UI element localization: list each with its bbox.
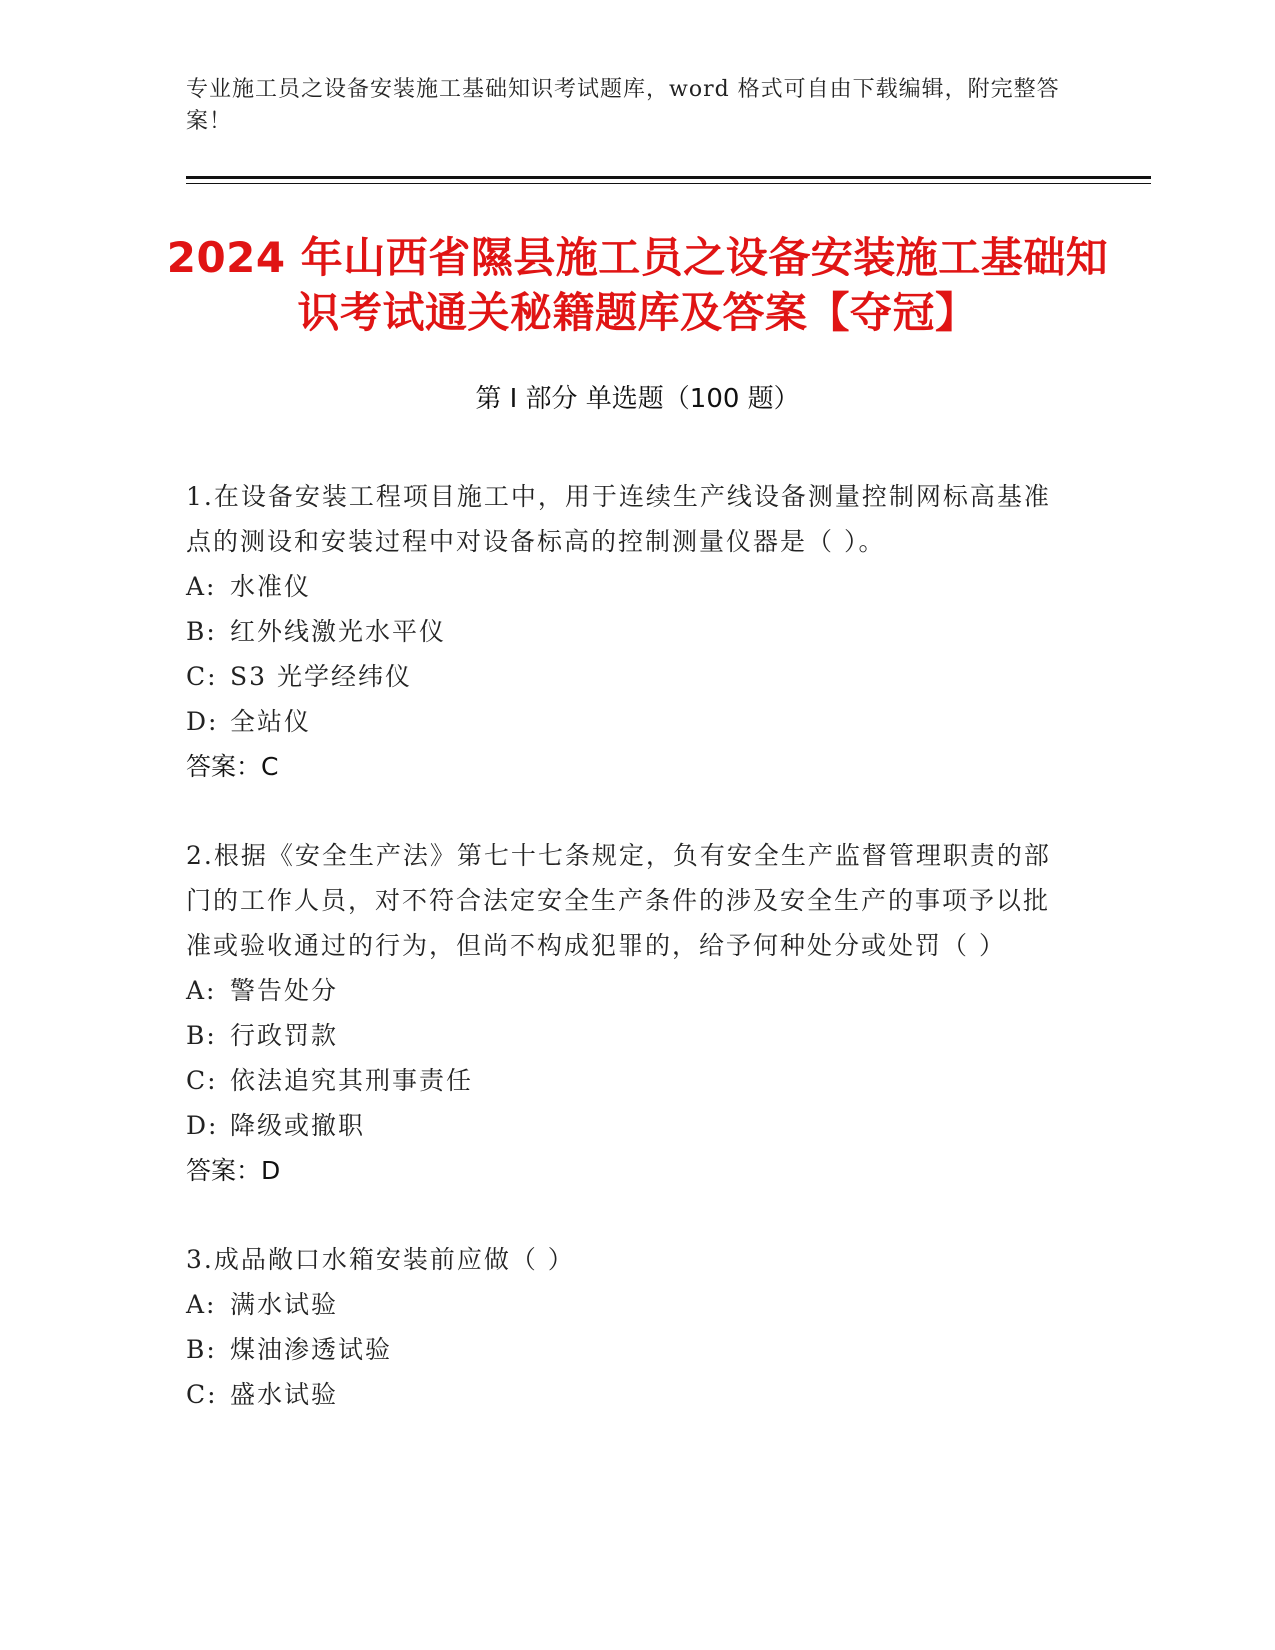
option-text: 警告处分 bbox=[230, 976, 339, 1005]
option-text: 降级或撤职 bbox=[230, 1111, 366, 1140]
option-text: 依法追究其刑事责任 bbox=[230, 1066, 474, 1095]
question-list bbox=[186, 474, 1066, 1461]
option-key: C: bbox=[186, 662, 218, 691]
question-stem: 1.在设备安装工程项目施工中，用于连续生产线设备测量控制网标高基准点的测设和安装过程中对设备标高的控制测量仪器是（ ）。 bbox=[186, 482, 1051, 556]
option-c bbox=[186, 654, 1066, 699]
option-d bbox=[186, 1103, 1066, 1148]
option-key: B: bbox=[186, 1335, 217, 1364]
option-key: A: bbox=[186, 1290, 217, 1319]
document-title: 2024 年山西省隰县施工员之设备安装施工基础知识考试通关秘籍题库及答案【夺冠】 bbox=[166, 233, 1109, 337]
option-key: D: bbox=[186, 1111, 219, 1140]
option-key: B: bbox=[186, 617, 217, 646]
section-title: 第 I 部分 单选题（100 题） bbox=[475, 384, 800, 414]
option-text: 红外线激光水平仪 bbox=[230, 617, 447, 646]
option-text: 满水试验 bbox=[230, 1290, 339, 1319]
option-text: 水准仪 bbox=[230, 572, 312, 601]
header-rule-thick bbox=[186, 176, 1151, 179]
option-text: S3 光学经纬仪 bbox=[230, 662, 412, 691]
option-key: C: bbox=[186, 1380, 218, 1409]
option-a bbox=[186, 564, 1066, 609]
option-b bbox=[186, 609, 1066, 654]
option-key: A: bbox=[186, 976, 217, 1005]
question-stem: 2.根据《安全生产法》第七十七条规定，负有安全生产监督管理职责的部门的工作人员，对不符合法定安全生产条件的涉及安全生产的事项予以批准或验收通过的行为，但尚不构成犯罪的，给予何种处分或处罚（ ） bbox=[186, 841, 1051, 960]
question-item bbox=[186, 1237, 1066, 1417]
option-text: 全站仪 bbox=[230, 707, 312, 736]
option-key: A: bbox=[186, 572, 217, 601]
option-text: 行政罚款 bbox=[230, 1021, 339, 1050]
option-key: C: bbox=[186, 1066, 218, 1095]
header-note: 专业施工员之设备安装施工基础知识考试题库，word 格式可自由下载编辑，附完整答案！ bbox=[186, 77, 1060, 134]
answer-line: 答案：D bbox=[186, 1156, 281, 1185]
option-a bbox=[186, 968, 1066, 1013]
header-rule-thin bbox=[186, 183, 1151, 184]
option-key: B: bbox=[186, 1021, 217, 1050]
option-b bbox=[186, 1327, 1066, 1372]
option-key: D: bbox=[186, 707, 219, 736]
option-text: 盛水试验 bbox=[230, 1380, 339, 1409]
option-a bbox=[186, 1282, 1066, 1327]
option-c bbox=[186, 1058, 1066, 1103]
question-item bbox=[186, 474, 1066, 789]
option-text: 煤油渗透试验 bbox=[230, 1335, 393, 1364]
option-d bbox=[186, 699, 1066, 744]
question-item bbox=[186, 833, 1066, 1193]
option-b bbox=[186, 1013, 1066, 1058]
answer-line: 答案：C bbox=[186, 752, 279, 781]
option-c bbox=[186, 1372, 1066, 1417]
question-stem: 3.成品敞口水箱安装前应做（ ） bbox=[186, 1245, 575, 1274]
